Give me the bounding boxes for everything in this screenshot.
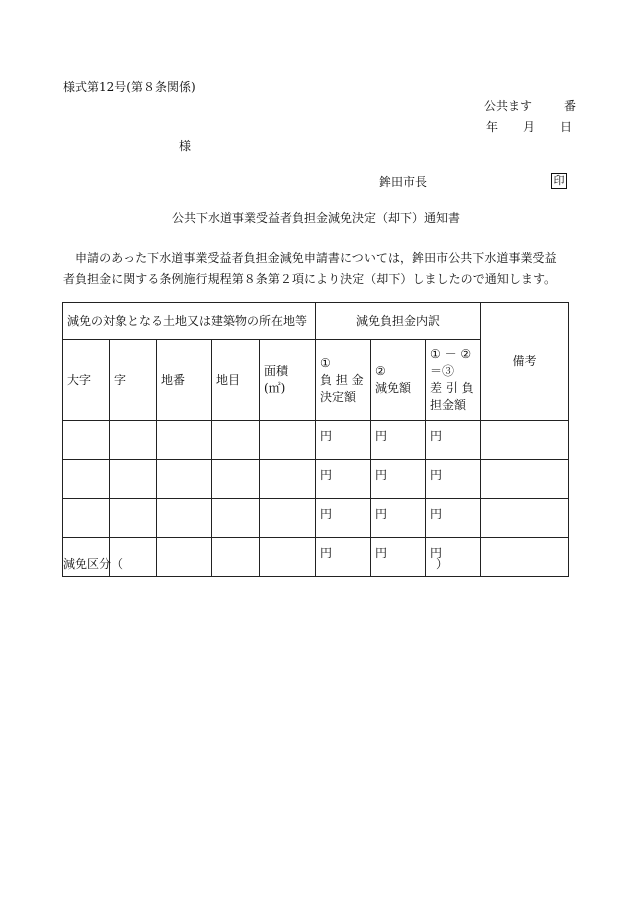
col-assessed-label2: 決定額 xyxy=(320,389,357,404)
cell-aza[interactable] xyxy=(110,499,157,538)
col-net-label1: 差 引 負 xyxy=(430,381,474,395)
cell-reduction[interactable]: 円 xyxy=(371,421,426,460)
cell-area[interactable] xyxy=(260,421,316,460)
col-assessed-label1: 負 担 金 xyxy=(320,372,364,387)
cell-chiban[interactable] xyxy=(157,499,212,538)
cell-reduction[interactable]: 円 xyxy=(371,499,426,538)
cell-chimoku[interactable] xyxy=(212,499,260,538)
cell-chimoku[interactable] xyxy=(212,538,260,577)
date-day: 日 xyxy=(560,120,573,134)
cell-remarks[interactable] xyxy=(481,460,569,499)
col-area-unit: (㎡) xyxy=(264,381,286,395)
breakdown-group-header: 減免負担金内訳 xyxy=(316,303,481,340)
document-number xyxy=(484,99,576,113)
cell-oaza[interactable] xyxy=(63,460,110,499)
document-title: 公共下水道事業受益者負担金減免決定（却下）通知書 xyxy=(172,211,461,225)
col-chiban: 地番 xyxy=(157,340,212,421)
document-number-prefix: 公共ます xyxy=(484,99,533,113)
col-area xyxy=(260,340,316,421)
cell-chimoku[interactable] xyxy=(212,460,260,499)
cell-net[interactable]: 円 xyxy=(426,499,481,538)
col-reduction xyxy=(371,340,426,421)
cell-aza[interactable] xyxy=(110,421,157,460)
col-oaza: 大字 xyxy=(63,340,110,421)
breakdown-table xyxy=(62,302,569,577)
exemption-label: 減免区分（ xyxy=(63,557,124,571)
body-text: 申請のあった下水道事業受益者負担金減免申請書については，鉾田市公共下水道事業受益者負担金に関する条例施行規程第８条第２項により決定（却下）しましたので通知します。 xyxy=(63,251,557,286)
exemption-category xyxy=(63,557,449,571)
cell-remarks[interactable] xyxy=(481,421,569,460)
col-net xyxy=(426,340,481,421)
remarks-header: 備考 xyxy=(481,303,569,421)
seal-stamp: 印 xyxy=(551,173,567,189)
col-net-formula2: ＝③ xyxy=(430,364,455,378)
issuer: 鉾田市長 xyxy=(379,175,428,189)
cell-aza[interactable] xyxy=(110,460,157,499)
col-reduction-label: 減免額 xyxy=(375,381,412,395)
addressee: 様 xyxy=(179,139,192,153)
col-assessed-mark: ① xyxy=(320,355,331,370)
col-net-label2: 担金額 xyxy=(430,398,467,412)
col-reduction-mark: ② xyxy=(375,364,386,378)
table-row xyxy=(63,538,569,577)
cell-remarks[interactable] xyxy=(481,538,569,577)
cell-assessed[interactable]: 円 xyxy=(316,460,371,499)
col-net-formula1: ① － ② xyxy=(430,347,472,361)
date-year: 年 xyxy=(486,120,499,134)
col-area-label: 面積 xyxy=(264,364,289,378)
table-row xyxy=(63,460,569,499)
cell-chiban[interactable] xyxy=(157,460,212,499)
table-row xyxy=(63,421,569,460)
cell-oaza[interactable] xyxy=(63,421,110,460)
date-month: 月 xyxy=(523,120,536,134)
document-number-suffix: 番 xyxy=(564,99,577,113)
table-row xyxy=(63,499,569,538)
cell-chiban[interactable] xyxy=(157,421,212,460)
cell-remarks[interactable] xyxy=(481,499,569,538)
cell-net[interactable]: 円 xyxy=(426,421,481,460)
cell-chimoku[interactable] xyxy=(212,421,260,460)
date-line xyxy=(486,120,572,134)
cell-assessed[interactable]: 円 xyxy=(316,538,371,577)
cell-net[interactable]: 円 xyxy=(426,460,481,499)
cell-net[interactable]: 円 xyxy=(426,538,481,577)
cell-area[interactable] xyxy=(260,538,316,577)
col-aza: 字 xyxy=(110,340,157,421)
cell-area[interactable] xyxy=(260,460,316,499)
exemption-close: ） xyxy=(436,557,449,571)
cell-assessed[interactable]: 円 xyxy=(316,421,371,460)
cell-assessed[interactable]: 円 xyxy=(316,499,371,538)
cell-reduction[interactable]: 円 xyxy=(371,538,426,577)
location-group-header: 減免の対象となる土地又は建築物の所在地等 xyxy=(63,303,316,340)
cell-area[interactable] xyxy=(260,499,316,538)
col-chimoku: 地目 xyxy=(212,340,260,421)
form-number: 様式第12号(第８条関係) xyxy=(63,80,196,94)
col-assessed xyxy=(316,340,371,421)
cell-chiban[interactable] xyxy=(157,538,212,577)
cell-reduction[interactable]: 円 xyxy=(371,460,426,499)
cell-oaza[interactable] xyxy=(63,499,110,538)
